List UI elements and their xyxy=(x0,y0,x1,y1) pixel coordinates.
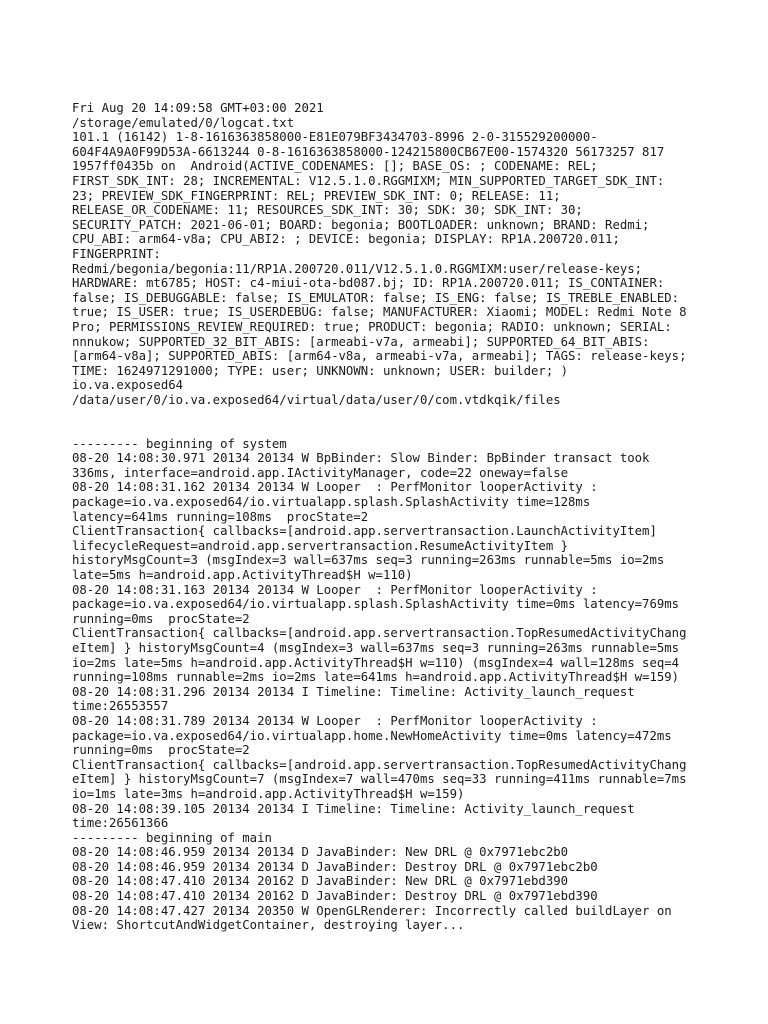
log-line: 08-20 14:08:46.959 20134 20134 D JavaBinder: New DRL @ 0x7971ebc2b0 xyxy=(72,845,569,860)
log-line: 08-20 14:08:31.789 20134 20134 W Looper : PerfMonitor looperActivity : xyxy=(72,713,598,728)
log-line: --------- beginning of main xyxy=(72,830,272,845)
log-entries xyxy=(72,437,702,933)
log-line: io=1ms late=3ms h=android.app.ActivityThread$H w=159) xyxy=(72,786,465,801)
log-line: eItem] } historyMsgCount=4 (msgIndex=3 wall=637ms seq=3 running=263ms runnable=5ms xyxy=(72,640,680,655)
log-line: 08-20 14:08:30.971 20134 20134 W BpBinder: Slow Binder: BpBinder transact took xyxy=(72,451,650,466)
log-line: historyMsgCount=3 (msgIndex=3 wall=637ms seq=3 running=263ms runnable=5ms io=2ms xyxy=(72,553,665,568)
header-line: true; IS_USER: true; IS_USERDEBUG: false; MANUFACTURER: Xiaomi; MODEL: Redmi Note 8 xyxy=(72,305,687,320)
spacer xyxy=(72,422,702,437)
log-line: package=io.va.exposed64/io.virtualapp.splash.SplashActivity time=128ms xyxy=(72,495,591,510)
header-line: FINGERPRINT: xyxy=(72,246,161,261)
header-line: 604F4A9A0F99D53A-6613244 0-8-1616363858000-124215800CB67E00-1574320 56173257 817 xyxy=(72,144,665,159)
log-line: 08-20 14:08:39.105 20134 20134 I Timeline: Timeline: Activity_launch_request xyxy=(72,801,635,816)
header-line: Redmi/begonia/begonia:11/RP1A.200720.011/V12.5.1.0.RGGMIXM:user/release-keys; xyxy=(72,261,643,276)
log-line: 08-20 14:08:47.410 20134 20162 D JavaBinder: New DRL @ 0x7971ebd390 xyxy=(72,874,569,889)
log-line: 08-20 14:08:46.959 20134 20134 D JavaBinder: Destroy DRL @ 0x7971ebc2b0 xyxy=(72,859,598,874)
header-line: Fri Aug 20 14:09:58 GMT+03:00 2021 xyxy=(72,101,324,115)
log-line: 08-20 14:08:31.162 20134 20134 W Looper : PerfMonitor looperActivity : xyxy=(72,480,598,495)
log-line: eItem] } historyMsgCount=7 (msgIndex=7 wall=470ms seq=33 running=411ms runnable=7ms xyxy=(72,772,687,787)
log-line: latency=641ms running=108ms procState=2 xyxy=(72,509,369,524)
log-line: running=0ms procState=2 xyxy=(72,743,250,758)
header-line: /storage/emulated/0/logcat.txt xyxy=(72,115,295,130)
log-line: View: ShortcutAndWidgetContainer, destroying layer... xyxy=(72,918,465,933)
log-line: time:26553557 xyxy=(72,699,169,714)
header-line: CPU_ABI: arm64-v8a; CPU_ABI2: ; DEVICE: begonia; DISPLAY: RP1A.200720.011; xyxy=(72,232,620,247)
log-line: package=io.va.exposed64/io.virtualapp.home.NewHomeActivity time=0ms latency=472ms xyxy=(72,728,672,743)
log-line: running=0ms procState=2 xyxy=(72,611,250,626)
log-line: 08-20 14:08:47.427 20134 20350 W OpenGLRenderer: Incorrectly called buildLayer on xyxy=(72,903,672,918)
log-line: time:26561366 xyxy=(72,816,169,831)
header-line: Pro; PERMISSIONS_REVIEW_REQUIRED: true; PRODUCT: begonia; RADIO: unknown; SERIAL: xyxy=(72,319,672,334)
log-line: package=io.va.exposed64/io.virtualapp.splash.SplashActivity time=0ms latency=769ms xyxy=(72,597,680,612)
log-line: late=5ms h=android.app.ActivityThread$H w=110) xyxy=(72,568,413,582)
log-line: ClientTransaction{ callbacks=[android.app.servertransaction.LaunchActivityItem] xyxy=(72,524,657,539)
header-line: 101.1 (16142) 1-8-1616363858000-E81E079BF3434703-8996 2-0-315529200000- xyxy=(72,130,598,145)
header-line: 23; PREVIEW_SDK_FINGERPRINT: REL; PREVIEW_SDK_INT: 0; RELEASE: 11; xyxy=(72,188,561,203)
header-line: FIRST_SDK_INT: 28; INCREMENTAL: V12.5.1.0.RGGMIXM; MIN_SUPPORTED_TARGET_SDK_INT: xyxy=(72,173,665,188)
log-line: --------- beginning of system xyxy=(72,436,287,451)
log-line: 336ms, interface=android.app.IActivityManager, code=22 oneway=false xyxy=(72,465,569,480)
header-line: RELEASE_OR_CODENAME: 11; RESOURCES_SDK_INT: 30; SDK: 30; SDK_INT: 30; xyxy=(72,203,583,218)
log-line: ClientTransaction{ callbacks=[android.app.servertransaction.TopResumedActivityChang xyxy=(72,757,687,772)
header-line: 1957ff0435b on Android(ACTIVE_CODENAMES: []; BASE_OS: ; CODENAME: REL; xyxy=(72,159,598,174)
log-line: lifecycleRequest=android.app.servertransaction.ResumeActivityItem } xyxy=(72,538,569,553)
header-line: /data/user/0/io.va.exposed64/virtual/data/user/0/com.vtdkqik/files xyxy=(72,392,561,407)
header-line: TIME: 1624971291000; TYPE: user; UNKNOWN: unknown; USER: builder; ) xyxy=(72,363,569,378)
header-line: false; IS_DEBUGGABLE: false; IS_EMULATOR: false; IS_ENG: false; IS_TREBLE_ENABLED: xyxy=(72,290,680,305)
log-line: ClientTransaction{ callbacks=[android.app.servertransaction.TopResumedActivityChang xyxy=(72,626,687,641)
header-line: nnnukow; SUPPORTED_32_BIT_ABIS: [armeabi-v7a, armeabi]; SUPPORTED_64_BIT_ABIS: xyxy=(72,334,650,349)
header-line: HARDWARE: mt6785; HOST: c4-miui-ota-bd087.bj; ID: RP1A.200720.011; IS_CONTAINER: xyxy=(72,276,665,291)
log-line: 08-20 14:08:31.163 20134 20134 W Looper : PerfMonitor looperActivity : xyxy=(72,582,598,597)
log-line: io=2ms late=5ms h=android.app.ActivityThread$H w=110) (msgIndex=4 wall=128ms seq=4 xyxy=(72,655,680,670)
header-line: [arm64-v8a]; SUPPORTED_ABIS: [arm64-v8a, armeabi-v7a, armeabi]; TAGS: release-keys; xyxy=(72,349,687,364)
log-line: 08-20 14:08:31.296 20134 20134 I Timeline: Timeline: Activity_launch_request xyxy=(72,684,635,699)
log-line: 08-20 14:08:47.410 20134 20162 D JavaBinder: Destroy DRL @ 0x7971ebd390 xyxy=(72,889,598,904)
header-line: SECURITY_PATCH: 2021-06-01; BOARD: begonia; BOOTLOADER: unknown; BRAND: Redmi; xyxy=(72,217,650,232)
header-line: io.va.exposed64 xyxy=(72,378,184,393)
spacer xyxy=(72,407,702,422)
log-line: running=108ms runnable=2ms io=2ms late=641ms h=android.app.ActivityThread$H w=159) xyxy=(72,670,680,685)
logcat-document xyxy=(72,101,702,933)
device-info-header xyxy=(72,101,702,407)
